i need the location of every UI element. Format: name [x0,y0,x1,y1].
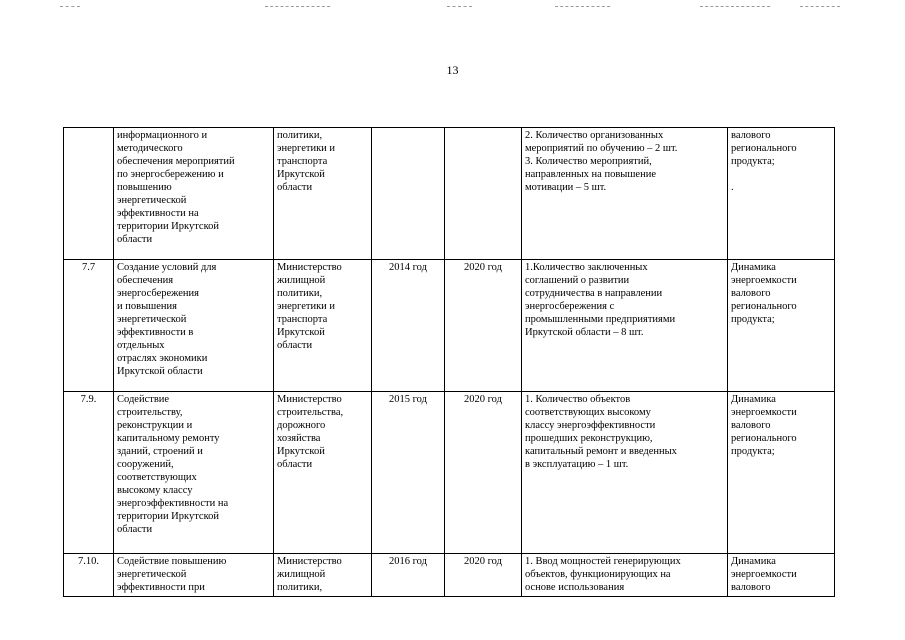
indicators: 2. Количество организованных мероприятий по обучению – 2 шт. 3. Количество мероприятий, направленных на повышение мотивации – 5 шт. [522,128,728,260]
measures-table [63,127,835,597]
measure-name: Создание условий для обеспечения энергосбережения и повышения энергетической эффективности в отдельных отраслях экономики Иркутской области [114,260,274,392]
page-number: 13 [446,63,459,77]
start-year [372,128,445,260]
table-row [64,260,835,392]
table-row [64,392,835,554]
scan-artifact-line-3 [447,6,472,7]
end-year: 2020 год [445,554,522,597]
expected-result: валового регионального продукта; . [728,128,835,260]
measure-name: Содействие строительству, реконструкции и капитальному ремонту зданий, строений и сооружений, соответствующих высокому классу энергоэффективности на территории Иркутской области [114,392,274,554]
executor: политики, энергетики и транспорта Иркутской области [274,128,372,260]
indicators: 1. Количество объектов соответствующих высокому классу энергоэффективности прошедших реконструкцию, капитальный ремонт и введенных в эксплуатацию – 1 шт. [522,392,728,554]
measure-name: информационного и методического обеспечения мероприятий по энергосбережению и повышению энергетической эффективности на территории Иркутской области [114,128,274,260]
expected-result: Динамика энергоемкости валового [728,554,835,597]
indicators: 1. Ввод мощностей генерирующих объектов, функционирующих на основе использования [522,554,728,597]
end-year [445,128,522,260]
row-number: 7.10. [64,554,114,597]
start-year: 2015 год [372,392,445,554]
row-number: 7.9. [64,392,114,554]
executor: Министерство жилищной политики, [274,554,372,597]
start-year: 2016 год [372,554,445,597]
expected-result: Динамика энергоемкости валового регионального продукта; [728,260,835,392]
executor: Министерство строительства, дорожного хозяйства Иркутской области [274,392,372,554]
scan-artifact-line-4 [555,6,610,7]
executor: Министерство жилищной политики, энергетики и транспорта Иркутской области [274,260,372,392]
indicators: 1.Количество заключенных соглашений о развитии сотрудничества в направлении энергосбережения с промышленными предприятиями Иркутской области – 8 шт. [522,260,728,392]
row-number [64,128,114,260]
table-row [64,128,835,260]
end-year: 2020 год [445,260,522,392]
end-year: 2020 год [445,392,522,554]
measure-name: Содействие повышению энергетической эффективности при [114,554,274,597]
expected-result: Динамика энергоемкости валового регионального продукта; [728,392,835,554]
table-row [64,554,835,597]
start-year: 2014 год [372,260,445,392]
scan-artifact-line-1 [60,6,80,7]
row-number: 7.7 [64,260,114,392]
scan-artifact-line-2 [265,6,330,7]
scan-artifact-line-6 [800,6,840,7]
scan-artifact-line-5 [700,6,770,7]
